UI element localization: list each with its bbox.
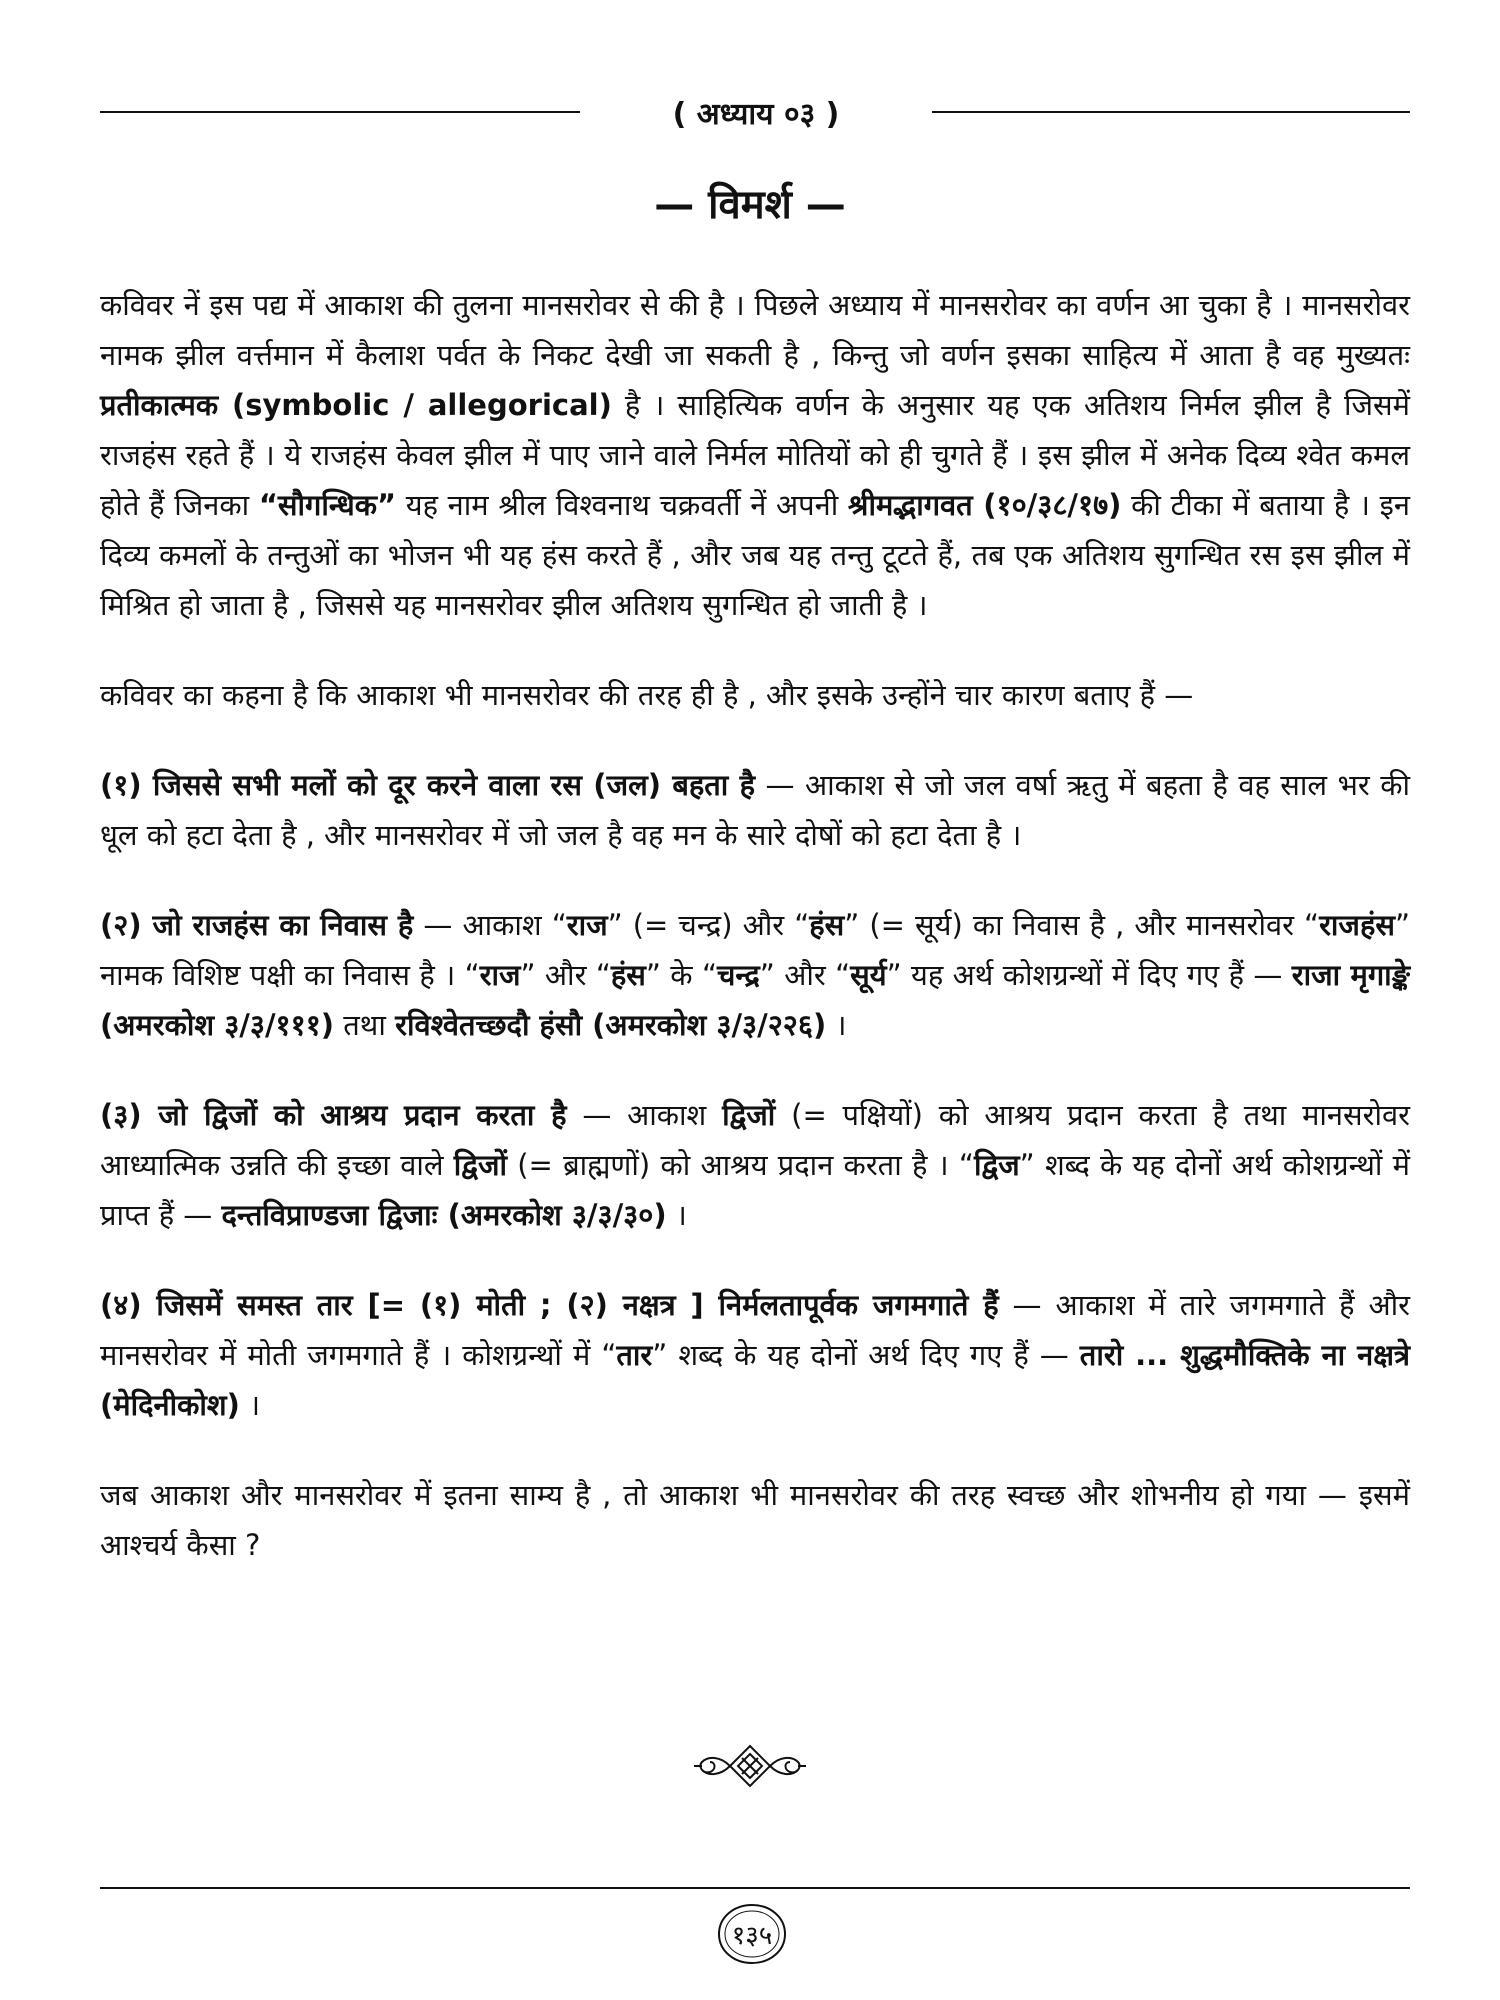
- point-3-text-1: — आकाश: [566, 1098, 723, 1132]
- point-1-heading: (१) जिससे सभी मलों को दूर करने वाला रस (जल) बहता है: [100, 768, 756, 802]
- intro-paragraph: [100, 280, 1410, 630]
- point-2-text-10: ।: [826, 1008, 847, 1042]
- point-2-text-1: — आकाश “: [413, 908, 567, 942]
- section-title: — विमर्श —: [654, 182, 846, 228]
- point-2-text-7: ” और “: [759, 958, 851, 992]
- point-2-bold-9: राजा मृगाङ्के (अमरकोश ३/३/१११): [100, 958, 1411, 1042]
- point-2-paragraph: [100, 900, 1410, 1050]
- intro-bold-1: प्रतीकात्मक (symbolic / allegorical): [100, 388, 612, 422]
- point-2-bold-10: रविश्वेतच्छदौ हंसौ (अमरकोश ३/३/२२६): [395, 1008, 827, 1042]
- lead-paragraph: कविवर का कहना है कि आकाश भी मानसरोवर की तरह ही है , और इसके उन्होंने चार कारण बताए हैं —: [100, 678, 1194, 712]
- point-4-text-2: ” शब्द के यह दोनों अर्थ दिए गए हैं —: [652, 1338, 1080, 1372]
- point-3-bold-5: दन्तविप्राण्डजा द्विजाः (अमरकोश ३/३/३०): [221, 1198, 667, 1232]
- point-3-text-4: ” शब्द के यह दोनों अर्थ कोशग्रन्थों में प्राप्त हैं —: [100, 1148, 1410, 1232]
- point-2-text-6: ” के “: [645, 958, 718, 992]
- point-3-text-5: ।: [666, 1198, 687, 1232]
- point-3-text-3: (= ब्राह्मणों) को आश्रय प्रदान करता है । “: [506, 1148, 974, 1182]
- point-1-text: — आकाश से जो जल वर्षा ऋतु में बहता है वह साल भर की धूल को हटा देता है , और मानसरोवर में जो जल है वह मन के सारे दोषों को हटा देता है ।: [100, 768, 1410, 852]
- point-3-paragraph: [100, 1090, 1410, 1240]
- chapter-header: [100, 92, 1410, 132]
- point-4-text-3: ।: [239, 1388, 261, 1422]
- point-4-text-1: — आकाश में तारे जगमगाते हैं और मानसरोवर में मोती जगमगाते हैं । कोशग्रन्थों में “: [100, 1288, 1410, 1372]
- point-2-text-3: ” (= सूर्य) का निवास है , और मानसरोवर “: [844, 908, 1320, 942]
- point-4-heading: (४) जिसमें समस्त तार [= (१) मोती ; (२) नक्षत्र ] निर्मलतापूर्वक जगमगाते हैं: [100, 1288, 999, 1322]
- intro-text-2: है । साहित्यिक वर्णन के अनुसार यह एक अतिशय निर्मल झील है जिसमें राजहंस रहते हैं । ये राजहंस केवल झील में पाए जाने वाले निर्मल मोतियों को ही चुगते हैं । इस झील में अनेक दिव्य श्वेत कमल होते हैं जिनका: [100, 388, 1410, 522]
- page-number: १३५: [731, 1921, 773, 1951]
- point-4-bold-2: तार: [616, 1338, 653, 1372]
- point-2-text-9: तथा: [334, 1008, 396, 1042]
- header-rule-left: [100, 111, 580, 113]
- point-2-text-8: ” यह अर्थ कोशग्रन्थों में दिए गए हैं —: [886, 958, 1292, 992]
- point-2-bold-7: चन्द्र: [717, 958, 760, 992]
- point-2-heading: (२) जो राजहंस का निवास है: [100, 908, 414, 942]
- point-3-bold-2: द्विजों: [722, 1098, 776, 1132]
- page-number-badge: [715, 1902, 789, 1966]
- knot-ornament-icon: [690, 1738, 810, 1794]
- point-1-paragraph: [100, 760, 1410, 860]
- point-2-text-4: ” नामक विशिष्ट पक्षी का निवास है । “: [100, 908, 1410, 992]
- commentary-body: [100, 280, 1410, 1610]
- point-2-bold-3: हंस: [809, 908, 845, 942]
- footer-rule: [100, 1887, 1410, 1889]
- chapter-label: ( अध्याय ०३ ): [672, 96, 840, 132]
- point-2-bold-2: राज: [566, 908, 608, 942]
- point-3-text-2: (= पक्षियों) को आश्रय प्रदान करता है तथा मानसरोवर आध्यात्मिक उन्नति की इच्छा वाले: [100, 1098, 1410, 1182]
- point-3-bold-4: द्विज: [973, 1148, 1020, 1182]
- point-2-text-5: ” और “: [520, 958, 611, 992]
- header-rule-right: [932, 111, 1410, 113]
- point-2-bold-5: राज: [479, 958, 521, 992]
- point-2-text-2: ” (= चन्द्र) और “: [607, 908, 810, 942]
- intro-text-1: कविवर नें इस पद्य में आकाश की तुलना मानसरोवर से की है । पिछले अध्याय में मानसरोवर का वर्णन आ चुका है । मानसरोवर नामक झील वर्त्तमान में कैलाश पर्वत के निकट देखी जा सकती है , किन्तु जो वर्णन इसका साहित्य में आता है वह मुख्यतः: [100, 288, 1410, 372]
- point-3-heading: (३) जो द्विजों को आश्रय प्रदान करता है: [100, 1098, 567, 1132]
- point-2-bold-4: राजहंस: [1319, 908, 1395, 942]
- point-4-paragraph: [100, 1280, 1410, 1430]
- point-2-bold-6: हंस: [610, 958, 646, 992]
- intro-bold-3: श्रीमद्भागवत (१०/३८/१७): [847, 488, 1122, 522]
- intro-text-3: यह नाम श्रील विश्वनाथ चक्रवर्ती नें अपनी: [396, 488, 848, 522]
- conclusion-paragraph: जब आकाश और मानसरोवर में इतना साम्य है , तो आकाश भी मानसरोवर की तरह स्वच्छ और शोभनीय हो गया — इसमें आश्चर्य कैसा ?: [100, 1478, 1410, 1562]
- point-4-bold-3: तारो ... शुद्धमौक्तिके ना नक्षत्रे (मेदिनीकोश): [100, 1338, 1411, 1422]
- intro-bold-2: “सौगन्धिक”: [258, 488, 397, 522]
- point-3-bold-3: द्विजों: [453, 1148, 507, 1182]
- point-2-bold-8: सूर्य: [850, 958, 887, 992]
- intro-text-4: की टीका में बताया है । इन दिव्य कमलों के तन्तुओं का भोजन भी यह हंस करते हैं , और जब यह तन्तु टूटते हैं, तब एक अतिशय सुगन्धित रस इस झील में मिश्रित हो जाता है , जिससे यह मानसरोवर झील अतिशय सुगन्धित हो जाती है ।: [100, 488, 1411, 622]
